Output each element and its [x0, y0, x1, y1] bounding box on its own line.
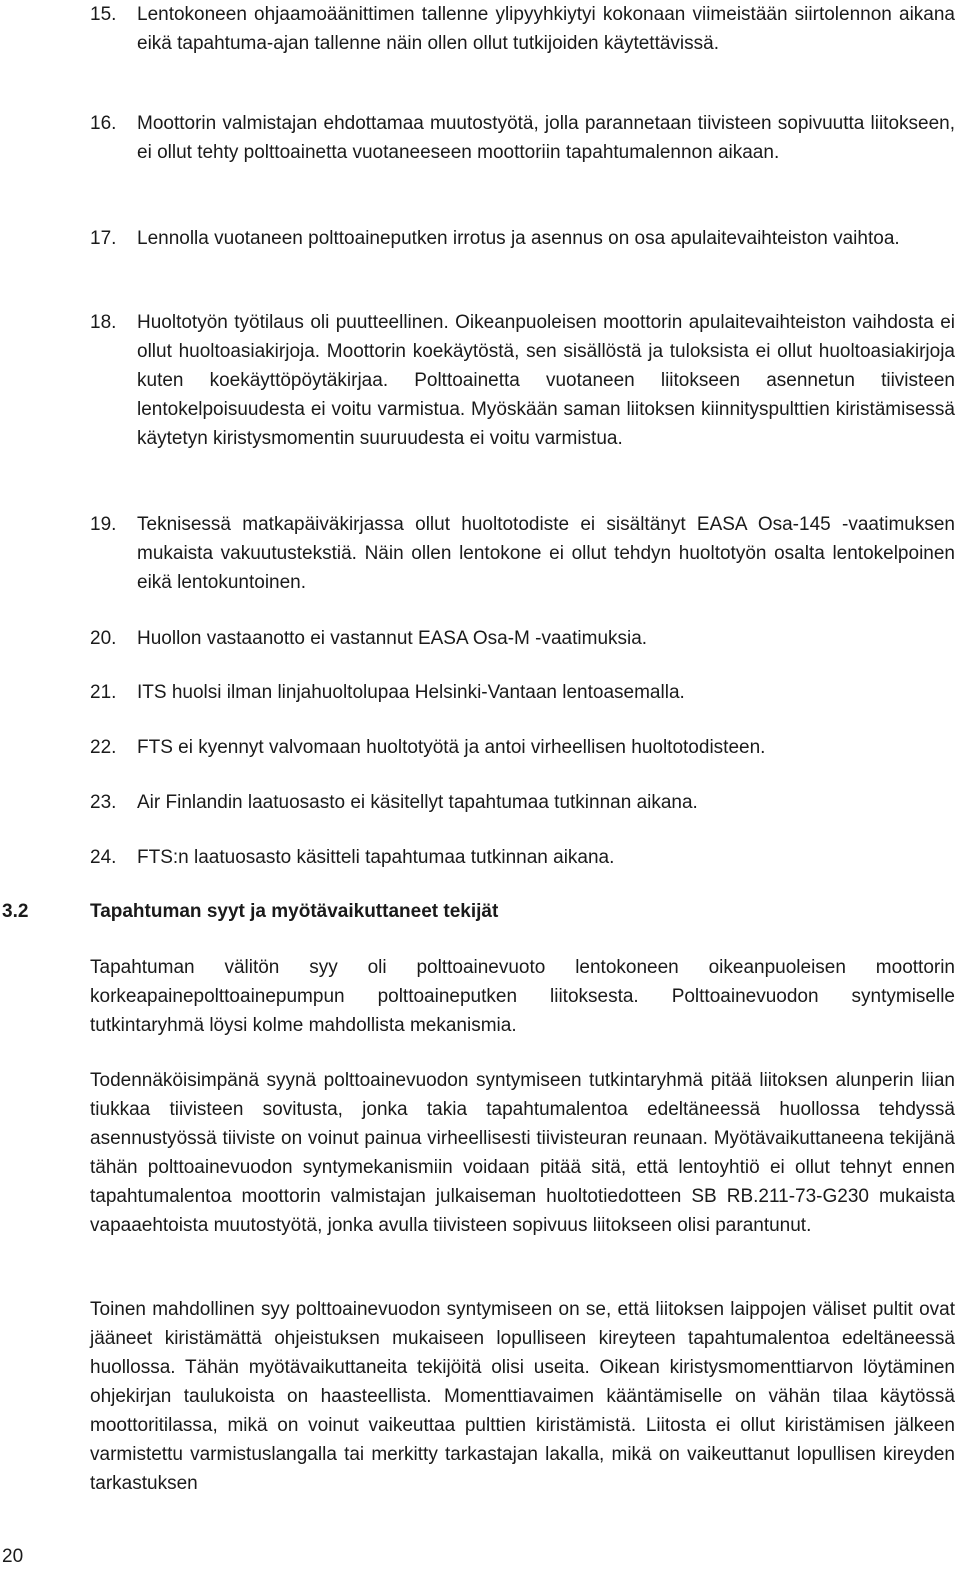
finding-text: Air Finlandin laatuosasto ei käsitellyt tapahtumaa tutkinnan aikana.	[137, 792, 698, 813]
finding-number: 23.	[90, 792, 117, 813]
finding-text: FTS ei kyennyt valvomaan huoltotyötä ja antoi virheellisen huoltotodisteen.	[137, 737, 766, 758]
finding-number: 18.	[90, 312, 117, 333]
paragraph-immediate-cause: Tapahtuman välitön syy oli polttoainevuoto lentokoneen oikeanpuoleisen moottorin korkeapainepolttoainepumpun polttoaineputken liitoksesta. Polttoainevuodon syntymiselle tutkintaryhmä löysi kolme mahdollista mekanismia.	[90, 957, 955, 1036]
section-number: 3.2	[2, 901, 29, 922]
finding-number: 24.	[90, 847, 117, 868]
finding-text: Huoltotyön työtilaus oli puutteellinen. Oikeanpuoleisen moottorin apulaitevaihteiston vaihdosta ei ollut huoltoasiakirjoja. Moottorin koekäytöstä, sen sisällöstä ja tuloksista ei ollut huoltoasiakirjoja kuten koekäyttöpöytäkirjaa. Polttoainetta vuotaneen liitokseen asennetun tiivisteen lentokelpoisuudesta ei voitu varmistua. Myöskään saman liitoksen kiinnityspulttien kiristämisessä käytetyn kiristysmomentin suuruudesta ei voitu varmistua.	[137, 312, 955, 449]
finding-number: 15.	[90, 4, 117, 25]
finding-text: Huollon vastaanotto ei vastannut EASA Osa-M -vaatimuksia.	[137, 628, 648, 649]
finding-number: 16.	[90, 113, 117, 134]
finding-number: 19.	[90, 514, 117, 535]
finding-text: ITS huolsi ilman linjahuoltolupaa Helsinki-Vantaan lentoasemalla.	[137, 682, 685, 703]
finding-text: Teknisessä matkapäiväkirjassa ollut huoltotodiste ei sisältänyt EASA Osa-145 -vaatimuksen mukaista vakuutustekstiä. Näin ollen lentokone ei ollut tehdyn huoltotyön osalta lentokelpoinen eikä lentokuntoinen.	[137, 514, 955, 593]
finding-number: 20.	[90, 628, 117, 649]
finding-number: 21.	[90, 682, 117, 703]
section-title: Tapahtuman syyt ja myötävaikuttaneet tekijät	[90, 901, 499, 922]
finding-text: Lentokoneen ohjaamoäänittimen tallenne ylipyyhkiytyi kokonaan viimeistään siirtolennon aikana eikä tapahtuma-ajan tallenne näin ollen ollut tutkijoiden käytettävissä.	[137, 4, 955, 54]
finding-number: 17.	[90, 228, 117, 249]
page-number: 20	[2, 1546, 24, 1567]
finding-text: Moottorin valmistajan ehdottamaa muutostyötä, jolla parannetaan tiivisteen sopivuutta liitokseen, ei ollut tehty polttoainetta vuotaneeseen moottoriin tapahtumalennon aikaan.	[137, 113, 955, 163]
finding-number: 22.	[90, 737, 117, 758]
paragraph-second-cause: Toinen mahdollinen syy polttoainevuodon syntymiseen on se, että liitoksen laippojen väliset pultit ovat jääneet kiristämättä ohjeistuksen mukaiseen lopulliseen kireyteen tapahtumalentoa edeltäneessä huollossa. Tähän myötävaikuttaneita tekijöitä olisi useita. Oikean kiristysmomenttiarvon löytäminen ohjekirjan taulukoista on haasteellista. Momenttiavaimen kääntämiselle on vähän tilaa käytössä moottoritilassa, mikä on voinut vaikeuttaa pulttien kiristämistä. Liitosta ei ollut kiristämisen jälkeen varmistettu varmistuslangalla tai merkitty tarkastajan lakalla, mikä on vaikeuttanut lopullisen kireyden tarkastuksen	[90, 1299, 955, 1494]
finding-text: Lennolla vuotaneen polttoaineputken irrotus ja asennus on osa apulaitevaihteiston vaihtoa.	[137, 228, 900, 249]
finding-text: FTS:n laatuosasto käsitteli tapahtumaa tutkinnan aikana.	[137, 847, 615, 868]
paragraph-most-likely-cause: Todennäköisimpänä syynä polttoainevuodon syntymiseen tutkintaryhmä pitää liitoksen alunperin liian tiukkaa tiivisteen sovitusta, jonka takia tapahtumalentoa edeltäneessä huollossa tehdyssä asennustyössä tiiviste on voinut painua virheellisesti tiivisteuran reunaan. Myötävaikuttaneena tekijänä tähän polttoainevuodon syntymekanismiin voidaan pitää sitä, että lentoyhtiö ei ollut tehnyt ennen tapahtumalentoa moottorin valmistajan julkaiseman huoltotiedotteen SB RB.211-73-G230 mukaista vapaaehtoista muutostyötä, jonka avulla tiivisteen sopivuus liitokseen olisi parantunut.	[90, 1070, 955, 1236]
